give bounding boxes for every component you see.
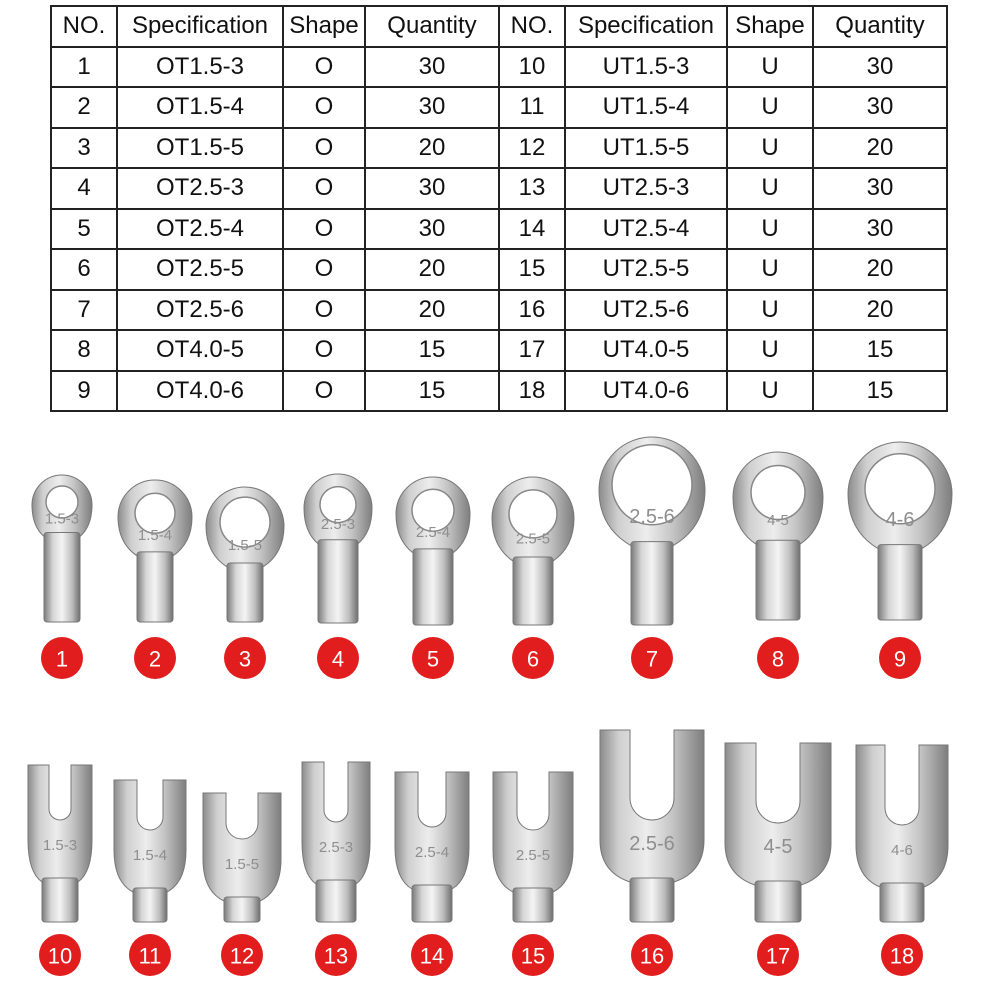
terminal-stamp: 2.5-3: [320, 516, 356, 534]
cell-no: 1: [51, 47, 117, 88]
ring-terminal: [32, 475, 92, 679]
badge-number: 10: [47, 943, 73, 969]
cell-quantity: 30: [365, 168, 499, 209]
ring-terminal: [733, 452, 823, 679]
fork-barrel: [316, 880, 356, 922]
ring-barrel: [413, 549, 453, 625]
cell-specification: UT4.0-5: [565, 330, 727, 371]
badge-number: 14: [419, 943, 445, 969]
fork-number-badge: [315, 934, 357, 976]
cell-no: 17: [499, 330, 565, 371]
terminal-stamp: 2.5-5: [515, 847, 551, 864]
ring-number-badge: [41, 637, 83, 679]
fork-terminal: [856, 745, 948, 976]
terminal-stamp: 4-6: [885, 509, 915, 532]
cell-quantity: 15: [813, 330, 947, 371]
header-quantity: Quantity: [813, 6, 947, 47]
badge-number: 7: [645, 646, 659, 672]
cell-shape: U: [727, 330, 813, 371]
cell-no: 3: [51, 128, 117, 169]
terminal-stamp: 4-6: [891, 842, 913, 859]
terminal-stamp: 2.5-6: [629, 833, 675, 855]
cell-no: 4: [51, 168, 117, 209]
badge-number: 6: [526, 646, 540, 672]
header-shape: Shape: [283, 6, 365, 47]
ring-number-badge: [224, 637, 266, 679]
ring-terminal: [396, 477, 470, 679]
cell-specification: OT1.5-4: [117, 87, 283, 128]
ring-number-badge: [879, 637, 921, 679]
badge-number: 5: [426, 646, 440, 672]
cell-specification: OT4.0-5: [117, 330, 283, 371]
cell-quantity: 20: [365, 249, 499, 290]
cell-specification: OT2.5-6: [117, 290, 283, 331]
cell-specification: OT2.5-3: [117, 168, 283, 209]
cell-no: 15: [499, 249, 565, 290]
fork-barrel: [755, 881, 801, 922]
cell-shape: U: [727, 249, 813, 290]
fork-terminal: [114, 780, 186, 976]
cell-shape: O: [283, 87, 365, 128]
cell-specification: UT2.5-3: [565, 168, 727, 209]
fork-terminal: [28, 765, 92, 976]
terminal-stamp: 2.5-3: [318, 839, 354, 856]
fork-tongue: [493, 772, 573, 892]
terminal-stamp: 1.5-3: [42, 837, 78, 854]
terminal-stamp: 2.5-4: [414, 844, 450, 861]
fork-tongue: [302, 762, 370, 884]
fork-barrel: [412, 885, 452, 922]
fork-number-badge: [631, 934, 673, 976]
cell-quantity: 30: [813, 87, 947, 128]
cell-no: 10: [499, 47, 565, 88]
fork-barrel: [133, 888, 167, 922]
cell-quantity: 30: [813, 168, 947, 209]
cell-no: 18: [499, 371, 565, 412]
cell-quantity: 15: [365, 371, 499, 412]
badge-number: 1: [55, 646, 69, 672]
badge-number: 2: [148, 646, 162, 672]
terminal-stamp: 4-5: [763, 836, 793, 858]
fork-barrel: [42, 878, 78, 922]
cell-no: 14: [499, 209, 565, 250]
badge-number: 16: [639, 943, 665, 969]
ring-barrel: [137, 552, 173, 622]
badge-number: 13: [323, 943, 349, 969]
cell-no: 11: [499, 87, 565, 128]
cell-shape: U: [727, 371, 813, 412]
ring-barrel: [756, 540, 800, 620]
cell-quantity: 30: [365, 47, 499, 88]
header-shape: Shape: [727, 6, 813, 47]
cell-shape: U: [727, 168, 813, 209]
ring-terminal: [206, 487, 284, 679]
cell-shape: U: [727, 209, 813, 250]
cell-no: 7: [51, 290, 117, 331]
fork-barrel: [880, 883, 924, 922]
cell-shape: U: [727, 128, 813, 169]
ring-barrel: [878, 545, 922, 620]
fork-tongue: [114, 780, 186, 892]
fork-number-badge: [221, 934, 263, 976]
fork-terminal: [493, 772, 573, 976]
fork-number-badge: [39, 934, 81, 976]
cell-shape: O: [283, 290, 365, 331]
ring-terminal: [599, 437, 705, 679]
ring-number-badge: [317, 637, 359, 679]
terminal-stamp: 1.5-5: [224, 856, 260, 873]
terminal-stamp: 4-5: [767, 511, 789, 529]
terminal-stamp: 1.5-3: [44, 510, 80, 528]
cell-specification: OT4.0-6: [117, 371, 283, 412]
fork-barrel: [630, 878, 674, 922]
ring-barrel: [227, 563, 263, 622]
fork-barrel: [224, 897, 260, 922]
ring-number-badge: [134, 637, 176, 679]
terminal-stamp: 2.5-6: [629, 505, 675, 528]
fork-barrel: [513, 888, 553, 922]
badge-number: 8: [771, 646, 785, 672]
fork-terminal: [203, 793, 281, 976]
badge-number: 3: [238, 646, 252, 672]
ring-barrel: [318, 540, 358, 623]
cell-specification: OT2.5-4: [117, 209, 283, 250]
terminal-stamp: 2.5-5: [515, 530, 551, 548]
cell-shape: U: [727, 47, 813, 88]
cell-specification: UT2.5-5: [565, 249, 727, 290]
cell-shape: O: [283, 128, 365, 169]
header-specification: Specification: [565, 6, 727, 47]
terminal-stamp: 2.5-4: [415, 523, 451, 541]
fork-terminal: [302, 762, 370, 976]
cell-shape: O: [283, 168, 365, 209]
badge-number: 12: [229, 943, 255, 969]
fork-terminal: [600, 730, 704, 976]
cell-no: 8: [51, 330, 117, 371]
ring-terminal: [848, 442, 952, 679]
ring-number-badge: [757, 637, 799, 679]
fork-number-badge: [881, 934, 923, 976]
fork-tongue: [28, 765, 92, 882]
ring-terminal: [118, 480, 192, 679]
fork-terminal: [725, 743, 831, 976]
cell-specification: UT2.5-6: [565, 290, 727, 331]
cell-specification: OT1.5-5: [117, 128, 283, 169]
cell-no: 6: [51, 249, 117, 290]
header-no: NO.: [51, 6, 117, 47]
ring-number-badge: [412, 637, 454, 679]
cell-shape: O: [283, 47, 365, 88]
cell-no: 9: [51, 371, 117, 412]
cell-specification: UT1.5-5: [565, 128, 727, 169]
header-no: NO.: [499, 6, 565, 47]
cell-specification: UT2.5-4: [565, 209, 727, 250]
ring-number-badge: [631, 637, 673, 679]
cell-shape: O: [283, 371, 365, 412]
badge-number: 18: [889, 943, 915, 969]
terminal-stamp: 1.5-5: [227, 537, 263, 555]
cell-shape: U: [727, 87, 813, 128]
badge-number: 15: [520, 943, 546, 969]
fork-tongue: [856, 745, 948, 887]
badge-number: 4: [331, 646, 345, 672]
cell-specification: UT1.5-4: [565, 87, 727, 128]
badge-number: 11: [138, 943, 162, 969]
badge-number: 17: [765, 943, 791, 969]
fork-tongue: [600, 730, 704, 882]
cell-quantity: 30: [813, 47, 947, 88]
ring-barrel: [513, 557, 553, 625]
cell-no: 12: [499, 128, 565, 169]
fork-tongue: [725, 743, 831, 885]
cell-quantity: 20: [813, 249, 947, 290]
cell-quantity: 30: [365, 87, 499, 128]
ring-terminal: [492, 477, 574, 679]
cell-quantity: 15: [365, 330, 499, 371]
cell-no: 16: [499, 290, 565, 331]
cell-specification: UT1.5-3: [565, 47, 727, 88]
cell-quantity: 20: [813, 290, 947, 331]
fork-number-badge: [129, 934, 171, 976]
badge-number: 9: [893, 646, 907, 672]
ring-barrel: [631, 542, 673, 625]
ring-number-badge: [512, 637, 554, 679]
fork-number-badge: [411, 934, 453, 976]
cell-shape: O: [283, 330, 365, 371]
fork-tongue: [395, 772, 469, 889]
ring-barrel: [44, 533, 80, 623]
cell-shape: O: [283, 249, 365, 290]
header-quantity: Quantity: [365, 6, 499, 47]
cell-quantity: 30: [365, 209, 499, 250]
cell-shape: U: [727, 290, 813, 331]
cell-no: 5: [51, 209, 117, 250]
cell-quantity: 30: [813, 209, 947, 250]
header-specification: Specification: [117, 6, 283, 47]
terminal-stamp: 1.5-4: [132, 847, 168, 864]
cell-quantity: 15: [813, 371, 947, 412]
cell-specification: OT1.5-3: [117, 47, 283, 88]
fork-tongue: [203, 793, 281, 901]
fork-number-badge: [757, 934, 799, 976]
ring-terminal: [304, 474, 372, 679]
cell-shape: O: [283, 209, 365, 250]
cell-specification: UT4.0-6: [565, 371, 727, 412]
cell-specification: OT2.5-5: [117, 249, 283, 290]
cell-quantity: 20: [365, 290, 499, 331]
fork-number-badge: [512, 934, 554, 976]
fork-terminal: [395, 772, 469, 976]
terminal-stamp: 1.5-4: [137, 526, 173, 544]
cell-no: 2: [51, 87, 117, 128]
cell-quantity: 20: [365, 128, 499, 169]
cell-quantity: 20: [813, 128, 947, 169]
cell-no: 13: [499, 168, 565, 209]
